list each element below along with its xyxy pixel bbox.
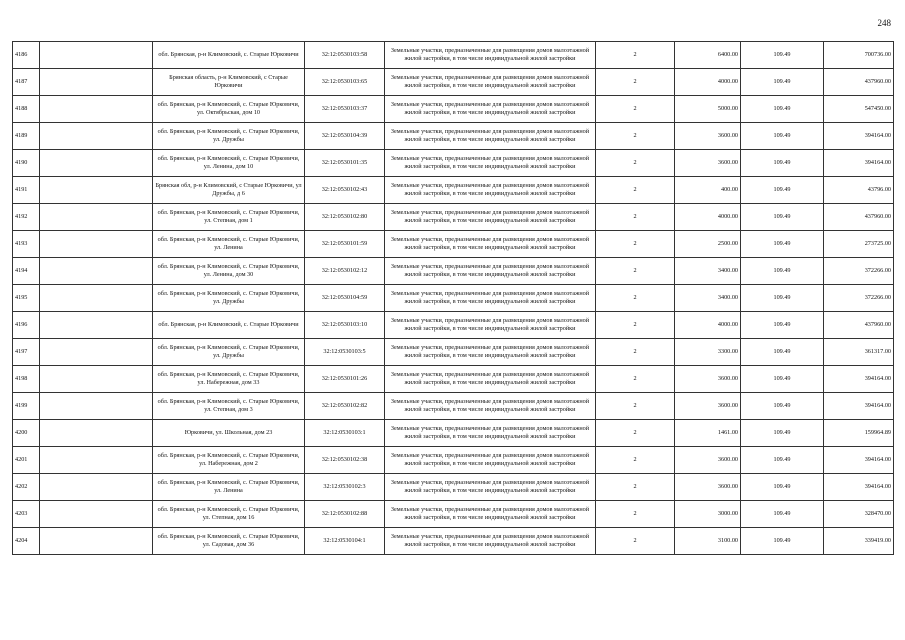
cadastral-value-cell: 372266.00	[824, 285, 894, 312]
category-cell: 2	[596, 501, 675, 528]
table-row	[13, 258, 894, 285]
unit-price-cell: 109.49	[741, 420, 824, 447]
row-number-cell: 4187	[13, 69, 40, 96]
empty-gap-cell	[40, 123, 153, 150]
area-cell: 4000.00	[675, 204, 741, 231]
cadastral-value-cell: 394164.00	[824, 393, 894, 420]
row-number-cell: 4202	[13, 474, 40, 501]
empty-gap-cell	[40, 447, 153, 474]
area-cell: 2500.00	[675, 231, 741, 258]
cadastral-number-cell: 32:12:0530101:26	[305, 366, 385, 393]
unit-price-cell: 109.49	[741, 150, 824, 177]
cadastral-value-cell: 372266.00	[824, 258, 894, 285]
table-row	[13, 501, 894, 528]
empty-gap-cell	[40, 393, 153, 420]
cadastral-number-cell: 32:12:0530103:1	[305, 420, 385, 447]
address-cell: обл. Брянская, р-н Климовский, с. Старые Юрковичи, ул. Ленина, дом 10	[153, 150, 305, 177]
empty-gap-cell	[40, 474, 153, 501]
cadastral-value-cell: 43796.00	[824, 177, 894, 204]
unit-price-cell: 109.49	[741, 393, 824, 420]
category-cell: 2	[596, 447, 675, 474]
cadastral-value-cell: 394164.00	[824, 150, 894, 177]
unit-price-cell: 109.49	[741, 447, 824, 474]
area-cell: 3300.00	[675, 339, 741, 366]
land-use-cell: Земельные участки, предназначенные для размещения домов малоэтажной жилой застройки, в том числе индивидуальной жилой застройки	[385, 528, 596, 555]
category-cell: 2	[596, 96, 675, 123]
empty-gap-cell	[40, 366, 153, 393]
row-number-cell: 4188	[13, 96, 40, 123]
area-cell: 3400.00	[675, 258, 741, 285]
table-row	[13, 177, 894, 204]
land-use-cell: Земельные участки, предназначенные для размещения домов малоэтажной жилой застройки, в том числе индивидуальной жилой застройки	[385, 258, 596, 285]
area-cell: 3600.00	[675, 393, 741, 420]
unit-price-cell: 109.49	[741, 231, 824, 258]
table-row	[13, 393, 894, 420]
address-cell: обл. Брянская, р-н Климовский, с. Старые Юрковичи, ул. Садовая, дом 36	[153, 528, 305, 555]
table-row	[13, 231, 894, 258]
cadastral-number-cell: 32:12:0530102:3	[305, 474, 385, 501]
category-cell: 2	[596, 150, 675, 177]
cadastral-number-cell: 32:12:0530103:37	[305, 96, 385, 123]
area-cell: 3400.00	[675, 285, 741, 312]
row-number-cell: 4203	[13, 501, 40, 528]
area-cell: 3000.00	[675, 501, 741, 528]
table-row	[13, 312, 894, 339]
row-number-cell: 4200	[13, 420, 40, 447]
table-row	[13, 123, 894, 150]
area-cell: 3600.00	[675, 366, 741, 393]
cadastral-number-cell: 32:12:0530103:65	[305, 69, 385, 96]
cadastral-number-cell: 32:12:0530102:80	[305, 204, 385, 231]
cadastral-number-cell: 32:12:0530101:59	[305, 231, 385, 258]
cadastral-value-cell: 328470.00	[824, 501, 894, 528]
empty-gap-cell	[40, 177, 153, 204]
cadastral-value-cell: 159964.89	[824, 420, 894, 447]
empty-gap-cell	[40, 339, 153, 366]
row-number-cell: 4191	[13, 177, 40, 204]
table-row	[13, 474, 894, 501]
area-cell: 4000.00	[675, 312, 741, 339]
cadastral-number-cell: 32:12:0530102:38	[305, 447, 385, 474]
land-use-cell: Земельные участки, предназначенные для размещения домов малоэтажной жилой застройки, в том числе индивидуальной жилой застройки	[385, 177, 596, 204]
area-cell: 6400.00	[675, 42, 741, 69]
address-cell: обл. Брянская, р-н Климовский, с. Старые Юрковичи, ул. Степная, дом 1	[153, 204, 305, 231]
category-cell: 2	[596, 366, 675, 393]
empty-gap-cell	[40, 150, 153, 177]
unit-price-cell: 109.49	[741, 501, 824, 528]
land-use-cell: Земельные участки, предназначенные для размещения домов малоэтажной жилой застройки, в том числе индивидуальной жилой застройки	[385, 69, 596, 96]
address-cell: обл. Брянская, р-н Климовский, с. Старые Юрковичи, ул. Ленина, дом 30	[153, 258, 305, 285]
address-cell: обл. Брянская, р-н Климовский, с. Старые Юрковичи	[153, 42, 305, 69]
table-body	[13, 42, 894, 555]
cadastral-value-cell: 547450.00	[824, 96, 894, 123]
row-number-cell: 4198	[13, 366, 40, 393]
cadastral-value-cell: 394164.00	[824, 123, 894, 150]
row-number-cell: 4195	[13, 285, 40, 312]
address-cell: обл. Брянская, р-н Климовский, с. Старые Юрковичи, ул. Дружбы	[153, 285, 305, 312]
row-number-cell: 4204	[13, 528, 40, 555]
row-number-cell: 4193	[13, 231, 40, 258]
table-row	[13, 204, 894, 231]
unit-price-cell: 109.49	[741, 285, 824, 312]
empty-gap-cell	[40, 528, 153, 555]
table-row	[13, 42, 894, 69]
land-use-cell: Земельные участки, предназначенные для размещения домов малоэтажной жилой застройки, в том числе индивидуальной жилой застройки	[385, 42, 596, 69]
row-number-cell: 4190	[13, 150, 40, 177]
category-cell: 2	[596, 123, 675, 150]
cadastral-number-cell: 32:12:0530104:1	[305, 528, 385, 555]
table-row	[13, 285, 894, 312]
address-cell: обл. Брянская, р-н Климовский, с. Старые Юрковичи, ул. Степная, дом 3	[153, 393, 305, 420]
cadastral-number-cell: 32:12:0530104:39	[305, 123, 385, 150]
address-cell: обл. Брянская, р-н Климовский, с. Старые Юрковичи, ул. Набережная, дом 33	[153, 366, 305, 393]
table-row	[13, 366, 894, 393]
address-cell: Юрковичи, ул. Школьная, дом 23	[153, 420, 305, 447]
cadastral-value-cell: 394164.00	[824, 366, 894, 393]
empty-gap-cell	[40, 42, 153, 69]
unit-price-cell: 109.49	[741, 339, 824, 366]
cadastral-number-cell: 32:12:0530102:12	[305, 258, 385, 285]
cadastral-number-cell: 32:12:0530104:59	[305, 285, 385, 312]
cadastral-value-cell: 361317.00	[824, 339, 894, 366]
table-row	[13, 96, 894, 123]
land-use-cell: Земельные участки, предназначенные для размещения домов малоэтажной жилой застройки, в том числе индивидуальной жилой застройки	[385, 447, 596, 474]
row-number-cell: 4199	[13, 393, 40, 420]
land-use-cell: Земельные участки, предназначенные для размещения домов малоэтажной жилой застройки, в том числе индивидуальной жилой застройки	[385, 150, 596, 177]
unit-price-cell: 109.49	[741, 42, 824, 69]
unit-price-cell: 109.49	[741, 474, 824, 501]
category-cell: 2	[596, 312, 675, 339]
address-cell: обл. Брянская, р-н Климовский, с. Старые Юрковичи, ул. Степная, дом 16	[153, 501, 305, 528]
row-number-cell: 4201	[13, 447, 40, 474]
category-cell: 2	[596, 42, 675, 69]
address-cell: обл. Брянская, р-н Климовский, с. Старые Юрковичи, ул. Дружбы	[153, 123, 305, 150]
cadastral-value-cell: 273725.00	[824, 231, 894, 258]
empty-gap-cell	[40, 312, 153, 339]
cadastral-value-cell: 437960.00	[824, 312, 894, 339]
empty-gap-cell	[40, 501, 153, 528]
land-use-cell: Земельные участки, предназначенные для размещения домов малоэтажной жилой застройки, в том числе индивидуальной жилой застройки	[385, 339, 596, 366]
cadastral-value-cell: 339419.00	[824, 528, 894, 555]
cadastral-number-cell: 32:12:0530102:82	[305, 393, 385, 420]
land-use-cell: Земельные участки, предназначенные для размещения домов малоэтажной жилой застройки, в том числе индивидуальной жилой застройки	[385, 231, 596, 258]
unit-price-cell: 109.49	[741, 123, 824, 150]
land-use-cell: Земельные участки, предназначенные для размещения домов малоэтажной жилой застройки, в том числе индивидуальной жилой застройки	[385, 96, 596, 123]
table-row	[13, 339, 894, 366]
land-use-cell: Земельные участки, предназначенные для размещения домов малоэтажной жилой застройки, в том числе индивидуальной жилой застройки	[385, 285, 596, 312]
empty-gap-cell	[40, 96, 153, 123]
row-number-cell: 4189	[13, 123, 40, 150]
area-cell: 1461.00	[675, 420, 741, 447]
land-use-cell: Земельные участки, предназначенные для размещения домов малоэтажной жилой застройки, в том числе индивидуальной жилой застройки	[385, 393, 596, 420]
cadastral-value-cell: 437960.00	[824, 69, 894, 96]
cadastral-number-cell: 32:12:0530103:58	[305, 42, 385, 69]
category-cell: 2	[596, 69, 675, 96]
land-registry-table	[12, 41, 894, 555]
unit-price-cell: 109.49	[741, 69, 824, 96]
cadastral-value-cell: 437960.00	[824, 204, 894, 231]
row-number-cell: 4196	[13, 312, 40, 339]
land-use-cell: Земельные участки, предназначенные для размещения домов малоэтажной жилой застройки, в том числе индивидуальной жилой застройки	[385, 474, 596, 501]
category-cell: 2	[596, 528, 675, 555]
row-number-cell: 4194	[13, 258, 40, 285]
table-row	[13, 447, 894, 474]
unit-price-cell: 109.49	[741, 96, 824, 123]
table-row	[13, 69, 894, 96]
unit-price-cell: 109.49	[741, 366, 824, 393]
empty-gap-cell	[40, 258, 153, 285]
cadastral-value-cell: 700736.00	[824, 42, 894, 69]
area-cell: 5000.00	[675, 96, 741, 123]
unit-price-cell: 109.49	[741, 204, 824, 231]
land-use-cell: Земельные участки, предназначенные для размещения домов малоэтажной жилой застройки, в том числе индивидуальной жилой застройки	[385, 501, 596, 528]
row-number-cell: 4197	[13, 339, 40, 366]
address-cell: Брянская область, р-н Климовский, с Старые Юрковичи	[153, 69, 305, 96]
area-cell: 3600.00	[675, 150, 741, 177]
cadastral-value-cell: 394164.00	[824, 474, 894, 501]
address-cell: обл. Брянская, р-н Климовский, с. Старые Юрковичи, ул. Октябрьская, дом 10	[153, 96, 305, 123]
category-cell: 2	[596, 393, 675, 420]
address-cell: обл. Брянская, р-н Климовский, с. Старые Юрковичи, ул. Дружбы	[153, 339, 305, 366]
area-cell: 3600.00	[675, 447, 741, 474]
land-use-cell: Земельные участки, предназначенные для размещения домов малоэтажной жилой застройки, в том числе индивидуальной жилой застройки	[385, 123, 596, 150]
table-row	[13, 420, 894, 447]
address-cell: обл. Брянская, р-н Климовский, с. Старые Юрковичи, ул. Ленина	[153, 474, 305, 501]
cadastral-number-cell: 32:12:0530102:43	[305, 177, 385, 204]
category-cell: 2	[596, 177, 675, 204]
category-cell: 2	[596, 339, 675, 366]
area-cell: 3100.00	[675, 528, 741, 555]
area-cell: 400.00	[675, 177, 741, 204]
cadastral-number-cell: 32:12:0530102:88	[305, 501, 385, 528]
page-number: 248	[877, 18, 891, 28]
address-cell: обл. Брянская, р-н Климовский, с. Старые Юрковичи	[153, 312, 305, 339]
category-cell: 2	[596, 474, 675, 501]
empty-gap-cell	[40, 231, 153, 258]
table-row	[13, 150, 894, 177]
category-cell: 2	[596, 231, 675, 258]
cadastral-value-cell: 394164.00	[824, 447, 894, 474]
area-cell: 4000.00	[675, 69, 741, 96]
land-use-cell: Земельные участки, предназначенные для размещения домов малоэтажной жилой застройки, в том числе индивидуальной жилой застройки	[385, 312, 596, 339]
address-cell: обл. Брянская, р-н Климовский, с. Старые Юрковичи, ул. Ленина	[153, 231, 305, 258]
land-use-cell: Земельные участки, предназначенные для размещения домов малоэтажной жилой застройки, в том числе индивидуальной жилой застройки	[385, 204, 596, 231]
category-cell: 2	[596, 204, 675, 231]
cadastral-number-cell: 32:12:0530101:35	[305, 150, 385, 177]
unit-price-cell: 109.49	[741, 312, 824, 339]
category-cell: 2	[596, 285, 675, 312]
address-cell: обл. Брянская, р-н Климовский, с. Старые Юрковичи, ул. Набережная, дом 2	[153, 447, 305, 474]
area-cell: 3600.00	[675, 123, 741, 150]
land-use-cell: Земельные участки, предназначенные для размещения домов малоэтажной жилой застройки, в том числе индивидуальной жилой застройки	[385, 366, 596, 393]
land-use-cell: Земельные участки, предназначенные для размещения домов малоэтажной жилой застройки, в том числе индивидуальной жилой застройки	[385, 420, 596, 447]
empty-gap-cell	[40, 285, 153, 312]
category-cell: 2	[596, 258, 675, 285]
unit-price-cell: 109.49	[741, 528, 824, 555]
area-cell: 3600.00	[675, 474, 741, 501]
table-row	[13, 528, 894, 555]
empty-gap-cell	[40, 204, 153, 231]
cadastral-number-cell: 32:12:0530103:5	[305, 339, 385, 366]
unit-price-cell: 109.49	[741, 258, 824, 285]
cadastral-number-cell: 32:12:0530103:10	[305, 312, 385, 339]
address-cell: Брянская обл, р-н Климовский, с Старые Юрковичи, ул Дружбы, д 6	[153, 177, 305, 204]
row-number-cell: 4186	[13, 42, 40, 69]
row-number-cell: 4192	[13, 204, 40, 231]
empty-gap-cell	[40, 69, 153, 96]
unit-price-cell: 109.49	[741, 177, 824, 204]
empty-gap-cell	[40, 420, 153, 447]
category-cell: 2	[596, 420, 675, 447]
